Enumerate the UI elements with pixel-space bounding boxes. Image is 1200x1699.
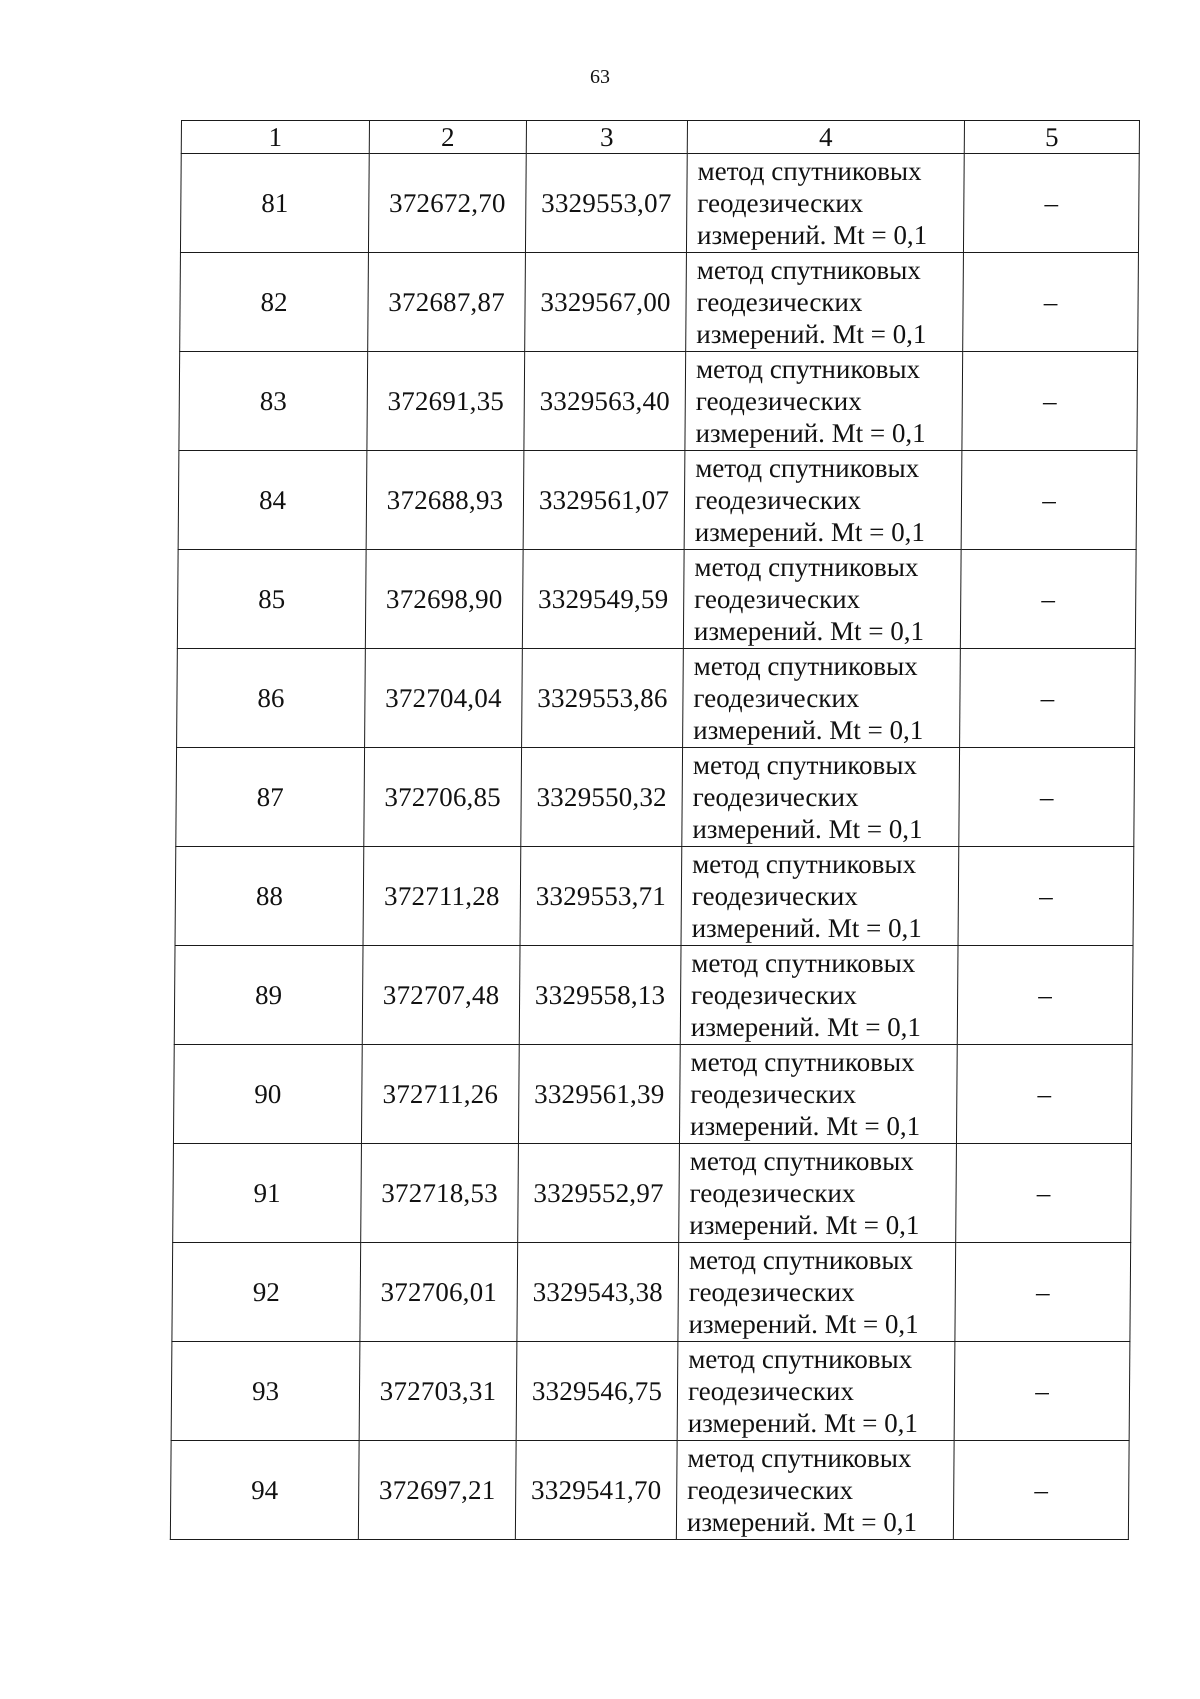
y-coordinate-cell: 3329549,59 [522, 550, 684, 649]
note-cell: – [963, 253, 1139, 352]
note-cell: – [959, 748, 1135, 847]
method-text-line: измерений. Mt = 0,1 [693, 715, 924, 746]
method-text-line: метод спутниковых [688, 1245, 914, 1276]
note-cell: – [955, 1243, 1131, 1342]
table-row [174, 946, 1133, 1045]
x-coordinate-cell: 372698,90 [365, 550, 523, 649]
y-coordinate-cell: 3329553,86 [522, 649, 684, 748]
point-number-cell: 85 [177, 550, 366, 649]
method-text-line: метод спутниковых [689, 1146, 914, 1177]
column-header-5: 5 [964, 121, 1139, 154]
method-text-line: метод спутниковых [688, 1344, 913, 1375]
x-coordinate-cell: 372711,28 [363, 847, 521, 946]
x-coordinate-cell: 372688,93 [366, 451, 524, 550]
table-body [170, 154, 1139, 1540]
method-text-line: измерений. Mt = 0,1 [694, 517, 926, 548]
point-number-cell: 86 [177, 649, 366, 748]
method-text-line: измерений. Mt = 0,1 [692, 814, 923, 845]
x-coordinate-cell: 372707,48 [362, 946, 520, 1045]
method-cell [683, 550, 961, 649]
method-text-line: геодезических [694, 584, 861, 615]
note-cell: – [953, 1441, 1129, 1540]
method-text-line: измерений. Mt = 0,1 [689, 1210, 920, 1241]
method-text-line: метод спутниковых [697, 156, 922, 187]
method-text-line: измерений. Mt = 0,1 [686, 1507, 918, 1538]
method-text-line: метод спутниковых [690, 1047, 915, 1078]
table-row [170, 1441, 1129, 1540]
method-text-line: метод спутниковых [693, 651, 918, 682]
y-coordinate-cell: 3329553,07 [525, 154, 687, 253]
method-text-line: метод спутниковых [687, 1443, 912, 1474]
table-row [178, 451, 1137, 550]
y-coordinate-cell: 3329541,70 [515, 1441, 677, 1540]
table-row [176, 748, 1135, 847]
table-row [173, 1144, 1132, 1243]
table-row [172, 1243, 1131, 1342]
table-row [171, 1342, 1130, 1441]
x-coordinate-cell: 372711,26 [361, 1045, 519, 1144]
y-coordinate-cell: 3329563,40 [524, 352, 686, 451]
y-coordinate-cell: 3329543,38 [517, 1243, 679, 1342]
point-number-cell: 93 [171, 1342, 360, 1441]
method-text-line: метод спутниковых [692, 849, 917, 880]
table-row [177, 550, 1136, 649]
y-coordinate-cell: 3329567,00 [525, 253, 687, 352]
table-row [179, 352, 1138, 451]
point-number-cell: 87 [176, 748, 365, 847]
method-text-line: геодезических [687, 1475, 854, 1506]
method-text-line: измерений. Mt = 0,1 [687, 1408, 919, 1439]
method-text-line: геодезических [692, 782, 859, 813]
method-text-line: измерений. Mt = 0,1 [693, 616, 925, 647]
method-text-line: метод спутниковых [695, 354, 921, 385]
coordinates-table [170, 120, 1140, 1540]
x-coordinate-cell: 372704,04 [365, 649, 523, 748]
column-header-3: 3 [526, 121, 687, 154]
point-number-cell: 90 [173, 1045, 362, 1144]
method-text-line: геодезических [695, 386, 862, 417]
y-coordinate-cell: 3329561,39 [518, 1045, 680, 1144]
y-coordinate-cell: 3329561,07 [523, 451, 685, 550]
note-cell: – [963, 154, 1139, 253]
point-number-cell: 84 [178, 451, 367, 550]
point-number-cell: 94 [170, 1441, 359, 1540]
method-text-line: измерений. Mt = 0,1 [689, 1111, 921, 1142]
x-coordinate-cell: 372672,70 [368, 154, 526, 253]
method-text-line: геодезических [697, 188, 864, 219]
point-number-cell: 91 [173, 1144, 362, 1243]
method-cell [680, 946, 958, 1045]
method-text-line: метод спутниковых [695, 453, 920, 484]
method-text-line: измерений. Mt = 0,1 [696, 220, 928, 251]
x-coordinate-cell: 372691,35 [367, 352, 525, 451]
method-cell [679, 1144, 957, 1243]
note-cell: – [954, 1342, 1130, 1441]
point-number-cell: 81 [180, 154, 369, 253]
method-text-line: метод спутниковых [696, 255, 921, 286]
note-cell: – [957, 946, 1133, 1045]
column-header-2: 2 [369, 121, 526, 154]
table-row [177, 649, 1136, 748]
method-text-line: измерений. Mt = 0,1 [690, 1012, 922, 1043]
note-cell: – [960, 649, 1136, 748]
column-header-1: 1 [181, 121, 369, 154]
x-coordinate-cell: 372697,21 [358, 1441, 516, 1540]
method-text-line: геодезических [688, 1277, 855, 1308]
y-coordinate-cell: 3329546,75 [516, 1342, 678, 1441]
method-cell [684, 451, 962, 550]
method-text-line: измерений. Mt = 0,1 [688, 1309, 919, 1340]
table-row [175, 847, 1134, 946]
x-coordinate-cell: 372718,53 [361, 1144, 519, 1243]
method-text-line: метод спутниковых [691, 948, 916, 979]
method-cell [677, 1342, 955, 1441]
method-text-line: метод спутниковых [694, 552, 919, 583]
table-row [173, 1045, 1132, 1144]
note-cell: – [958, 847, 1134, 946]
method-cell [685, 352, 963, 451]
y-coordinate-cell: 3329552,97 [518, 1144, 680, 1243]
note-cell: – [956, 1045, 1132, 1144]
y-coordinate-cell: 3329558,13 [519, 946, 681, 1045]
method-text-line: геодезических [696, 287, 863, 318]
method-cell [682, 748, 960, 847]
method-cell [679, 1045, 957, 1144]
method-text-line: измерений. Mt = 0,1 [695, 418, 926, 449]
method-text-line: геодезических [687, 1376, 855, 1407]
method-cell [683, 649, 961, 748]
method-text-line: геодезических [691, 881, 858, 912]
note-cell: – [956, 1144, 1132, 1243]
note-cell: – [962, 352, 1138, 451]
method-cell [681, 847, 959, 946]
x-coordinate-cell: 372687,87 [368, 253, 526, 352]
method-text-line: геодезических [691, 980, 858, 1011]
method-text-line: измерений. Mt = 0,1 [691, 913, 922, 944]
y-coordinate-cell: 3329553,71 [520, 847, 682, 946]
method-text-line: геодезических [689, 1178, 856, 1209]
x-coordinate-cell: 372703,31 [359, 1342, 517, 1441]
note-cell: – [960, 550, 1136, 649]
page-number: 63 [590, 66, 610, 88]
method-text-line: измерений. Mt = 0,1 [696, 319, 927, 350]
method-text-line: геодезических [694, 485, 862, 516]
column-header-4: 4 [687, 121, 964, 154]
x-coordinate-cell: 372706,01 [360, 1243, 518, 1342]
method-text-line: геодезических [690, 1079, 857, 1110]
method-text-line: геодезических [693, 683, 860, 714]
point-number-cell: 83 [179, 352, 368, 451]
point-number-cell: 92 [172, 1243, 361, 1342]
header-row [181, 121, 1139, 154]
x-coordinate-cell: 372706,85 [364, 748, 522, 847]
point-number-cell: 88 [175, 847, 364, 946]
method-text-line: метод спутниковых [692, 750, 918, 781]
method-cell [676, 1441, 954, 1540]
point-number-cell: 82 [180, 253, 369, 352]
method-cell [678, 1243, 956, 1342]
table-row [180, 253, 1139, 352]
method-cell [686, 253, 964, 352]
note-cell: – [961, 451, 1137, 550]
method-cell [686, 154, 964, 253]
table-header [181, 121, 1139, 154]
table-row [180, 154, 1139, 253]
y-coordinate-cell: 3329550,32 [521, 748, 683, 847]
point-number-cell: 89 [174, 946, 363, 1045]
